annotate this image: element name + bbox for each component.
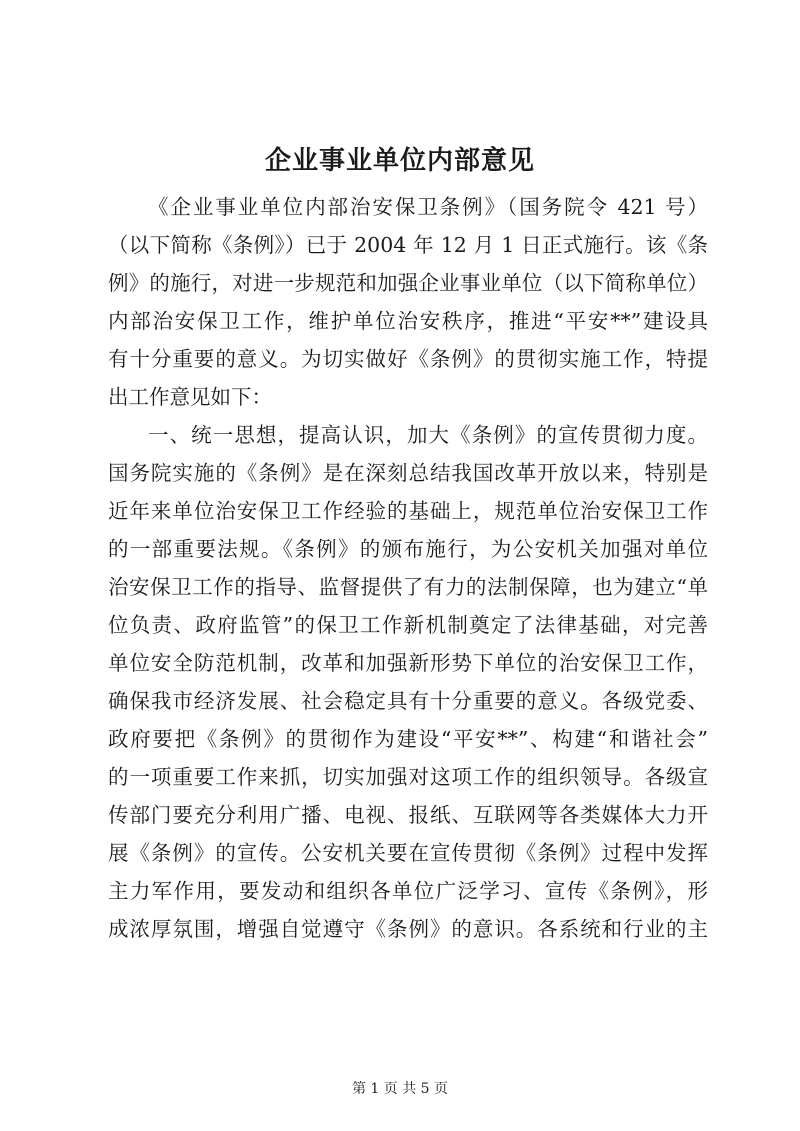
document-title: 企业事业单位内部意见 bbox=[264, 146, 535, 176]
text-line: 展《条例》的宣传。公安机关要在宣传贯彻《条例》过程中发挥 bbox=[108, 841, 708, 865]
text-line: 的一项重要工作来抓，切实加强对这项工作的组织领导。各级宣 bbox=[108, 765, 708, 789]
text-line: 主力军作用，要发动和组织各单位广泛学习、宣传《条例》，形 bbox=[108, 879, 708, 903]
section-heading-line: 一、统一思想，提高认识，加大《条例》的宣传贯彻力度。 bbox=[148, 423, 708, 447]
text-line: 治安保卫工作的指导、监督提供了有力的法制保障，也为建立“单 bbox=[108, 575, 708, 599]
text-line: 确保我市经济发展、社会稳定具有十分重要的意义。各级党委、 bbox=[108, 689, 708, 713]
text-line: 近年来单位治安保卫工作经验的基础上，规范单位治安保卫工作 bbox=[108, 499, 708, 523]
text-line: 政府要把《条例》的贯彻作为建设“平安**”、构建“和谐社会” bbox=[108, 727, 708, 751]
text-line: 内部治安保卫工作，维护单位治安秩序，推进“平安**”建设具 bbox=[108, 309, 708, 333]
document-body bbox=[108, 188, 708, 948]
text-line: 出工作意见如下： bbox=[108, 385, 272, 409]
text-line: 例》的施行，对进一步规范和加强企业事业单位（以下简称单位） bbox=[108, 271, 708, 295]
paragraph-intro bbox=[108, 188, 708, 416]
page-number-footer: 第 1 页 共 5 页 bbox=[351, 1081, 449, 1097]
text-line: 传部门要充分利用广播、电视、报纸、互联网等各类媒体大力开 bbox=[108, 803, 708, 827]
text-line: 《企业事业单位内部治安保卫条例》（国务院令 421 号） bbox=[148, 195, 708, 219]
text-line: （以下简称《条例》）已于 2004 年 12 月 1 日正式施行。该《条 bbox=[108, 233, 708, 257]
text-line: 有十分重要的意义。为切实做好《条例》的贯彻实施工作，特提 bbox=[108, 347, 708, 371]
text-line: 位负责、政府监管”的保卫工作新机制奠定了法律基础，对完善 bbox=[108, 613, 708, 637]
paragraph-section-1 bbox=[108, 416, 708, 948]
text-line: 成浓厚氛围，增强自觉遵守《条例》的意识。各系统和行业的主 bbox=[108, 917, 708, 941]
text-line: 国务院实施的《条例》是在深刻总结我国改革开放以来，特别是 bbox=[108, 461, 708, 485]
text-line: 单位安全防范机制，改革和加强新形势下单位的治安保卫工作， bbox=[108, 651, 708, 675]
text-line: 的一部重要法规。《条例》的颁布施行，为公安机关加强对单位 bbox=[108, 537, 708, 561]
